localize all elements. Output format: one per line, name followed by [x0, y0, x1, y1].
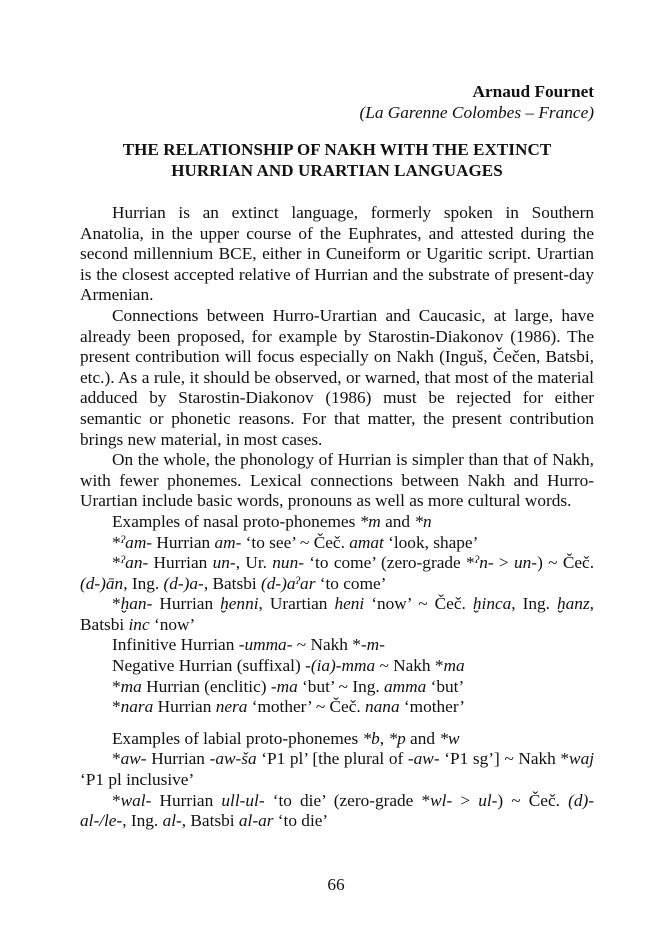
example-am: *$^ʔ$am- Hurrian am- ‘to see’ ~ Čeč. amat ‘look, shape’ [112, 532, 479, 552]
section-heading-nasal: Examples of nasal proto-phonemes *m and *n [112, 511, 432, 531]
author-name: Arnaud Fournet [472, 82, 594, 101]
paragraph-intro: Hurrian is an extinct language, formerly spoken in Southern Anatolia, in the upper course of the Euphrates, and attested during the second millennium BCE, either in Cuneiform or Ugaritic script. Urartian is the closest accepted relative of Hurrian and the substrate of present-day Armenian. [80, 203, 594, 305]
example-infinitive: Infinitive Hurrian -umma- ~ Nakh *-m- [112, 635, 385, 655]
example-nara: *nara Hurrian nera ‘mother’ ~ Čeč. nana ‘mother’ [112, 697, 465, 717]
article-body [80, 203, 594, 832]
section-heading-labial: Examples of labial proto-phonemes *b, *p and *w [112, 728, 460, 748]
example-han: *ḫan- Hurrian ḫenni, Urartian heni ‘now’ ~ Čeč. ḫinca, Ing. ḫanz, Batsbi inc ‘now’ [80, 594, 594, 634]
example-wal: *wal- Hurrian ull-ul- ‘to die’ (zero-grade *wl- > ul-) ~ Čeč. (d)-al-/le-, Ing. al-, Batsbi al-ar ‘to die’ [80, 790, 594, 831]
example-an: *$^ʔ$an- Hurrian un-, Ur. nun- ‘to come’ (zero-grade *$^ʔ$n- > un-) ~ Čeč. (d-)ān, Ing. (d-)a-, Batsbi $(d-)a^ʔar$ ‘to come’ [80, 553, 595, 593]
author-affiliation: (La Garenne Colombes – France) [359, 102, 594, 122]
author-block [80, 82, 594, 123]
title-line-1: THE RELATIONSHIP OF NAKH WITH THE EXTINCT [122, 140, 552, 159]
example-ma: *ma Hurrian (enclitic) -ma ‘but’ ~ Ing. amma ‘but’ [112, 676, 465, 696]
paragraph-connections: Connections between Hurro-Urartian and Caucasic, at large, have already been proposed, for example by Starostin-Diakonov (1986). The present contribution will focus especially on Nakh (Inguš, Čečen, Batsbi, etc.). As a rule, it should be observed, or warned, that most of the material adduced by Starostin-Diakonov (1986) must be rejected for either semantic or phonetic reasons. For that matter, the present contribution brings new material, in most cases. [80, 305, 594, 449]
example-aw: *aw- Hurrian -aw-ša ‘P1 pl’ [the plural of -aw- ‘P1 sg’] ~ Nakh *waj ‘P1 pl inclusive’ [80, 749, 595, 790]
document-page [80, 82, 594, 832]
article-title [80, 140, 594, 181]
title-line-2: HURRIAN AND URARTIAN LANGUAGES [171, 160, 503, 180]
page-number: 66 [327, 875, 345, 894]
paragraph-phonology: On the whole, the phonology of Hurrian is simpler than that of Nakh, with fewer phonemes. Lexical connections between Nakh and Hurro-Urartian include basic words, pronouns as well as more cultural words. [80, 450, 594, 511]
example-negative: Negative Hurrian (suffixal) -(ia)-mma ~ Nakh *ma [112, 656, 465, 676]
